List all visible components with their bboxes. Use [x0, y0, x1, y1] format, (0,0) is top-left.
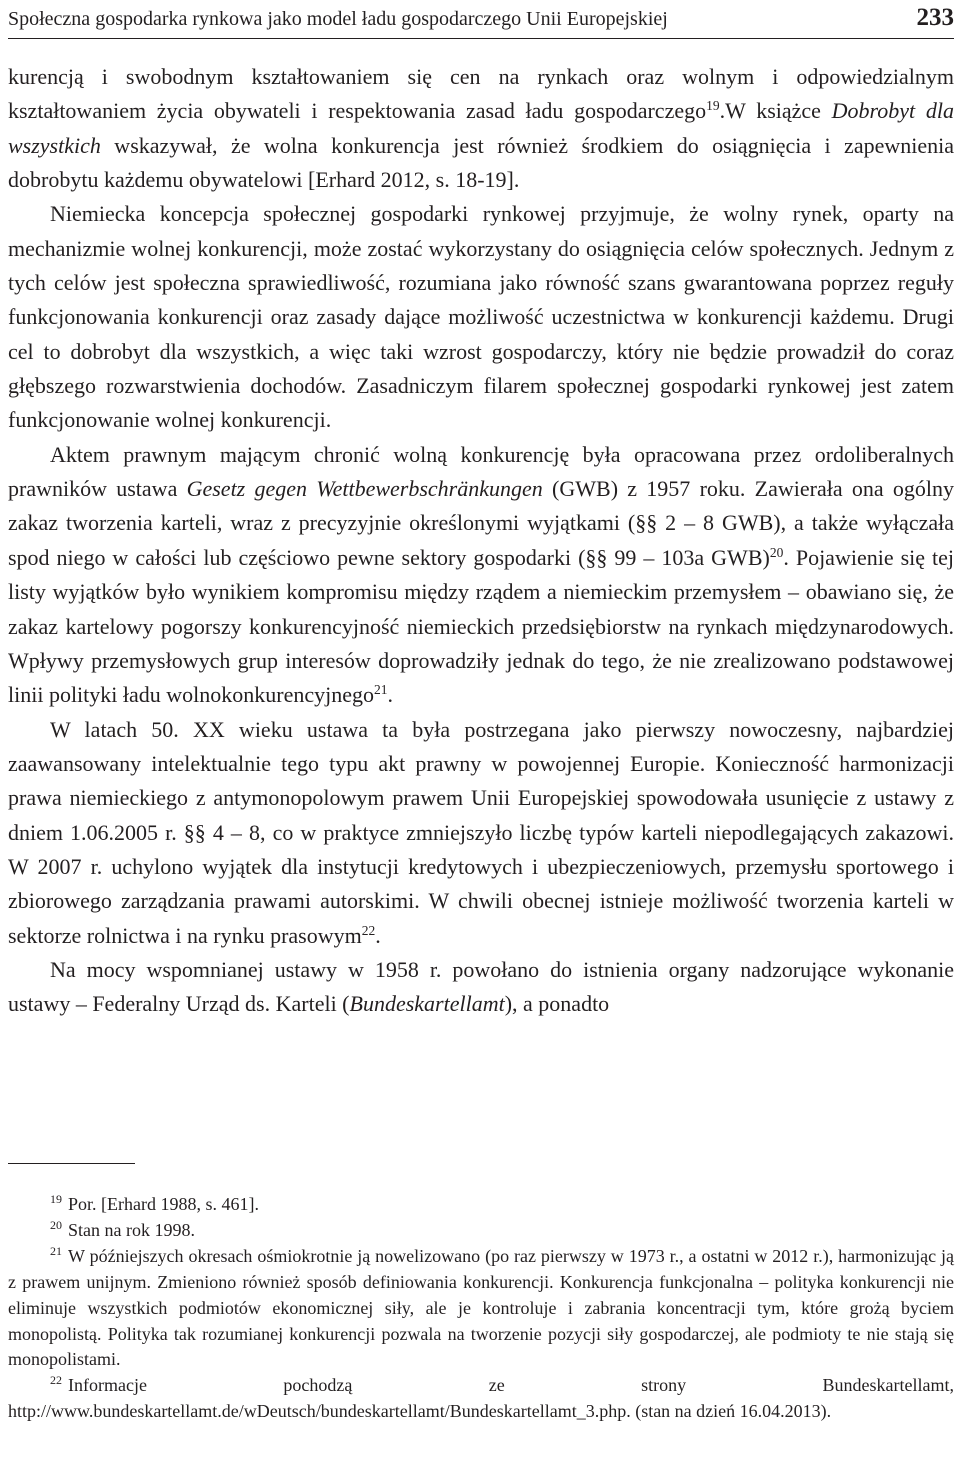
paragraph-2: Niemiecka koncepcja społecznej gospodarki rynkowej przyjmuje, że wolny rynek, oparty na mechanizmie wolnej konkurencji, może zostać wykorzystany do osiągnięcia celów społecznych. Jednym z tych celów jest społeczna sprawiedliwość, rozumiana jako równość szans gwarantowana poprzez reguły funkcjonowania konkurencji oraz zasady dające możliwość uczestnictwa w konkurencji każdemu. Drugi cel to dobrobyt dla wszystkich, a więc taki wzrost gospodarczy, który nie będzie prowadził do coraz głębszego rozwarstwienia dochodów. Zasadniczym filarem społecznej gospodarki rynkowej jest zatem funkcjonowanie wolnej konkurencji. — [8, 201, 954, 433]
book-title: Dobrobyt dla wszystkich — [8, 98, 954, 158]
paragraph-text: .W książce — [719, 98, 832, 124]
footnote-text: Stan na rok 1998. — [68, 1219, 195, 1240]
header-rule — [8, 38, 954, 39]
paragraph-4 — [8, 713, 954, 953]
running-title: Społeczna gospodarka rynkowa jako model ładu gospodarczego Unii Europejskiej — [8, 8, 668, 30]
footnote-text: Informacje pochodzą ze strony Bundeskartellamt, http://www.bundeskartellamt.de/wDeutsch/bundeskartellamt/Bundeskartellamt_3.php. (stan na dzień 16.04.2013). — [8, 1375, 954, 1422]
page-number: 233 — [916, 4, 954, 31]
paragraph-text: wskazywał, że wolna konkurencja jest również środkiem do osiągnięcia i zapewnienia dobrobytu każdemu obywatelowi [Erhard 2012, s. 18-19]. — [8, 132, 954, 193]
footnote-number: 21 — [50, 1243, 62, 1258]
paragraph-1 — [8, 60, 954, 197]
paragraph-text: . — [375, 922, 381, 948]
paragraph-text: W latach 50. XX wieku ustawa ta była postrzegana jako pierwszy nowoczesny, najbardziej zaawansowany intelektualnie tego typu akt prawny w powojennej Europie. Konieczność harmonizacji prawa niemieckiego z antymonopolowym prawem Unii Europejskiej spowodowała usunięcie z ustawy z dniem 1.06.2005 r. §§ 4 – 8, co w praktyce zmniejszyło liczbę typów karteli niepodlegających zakazowi. W 2007 r. uchylono wyjątek dla instytucji kredytowych i ubezpieczeniowych, przemysłu sportowego i zbiorowego zarządzania prawami autorskimi. W chwili obecnej istnieje możliwość tworzenia karteli w sektorze rolnictwa i na rynku prasowym — [8, 716, 954, 948]
paragraph-text: kurencją i swobodnym kształtowaniem się cen na rynkach oraz wolnym i odpowiedzialnym kształtowaniem życia obywateli i respektowania zasad ładu gospodarczego — [8, 64, 954, 124]
footnote-number: 19 — [50, 1192, 62, 1206]
footnote-number: 20 — [50, 1217, 62, 1232]
footnote-ref-19: 19 — [706, 98, 720, 114]
footnote-text: Por. [Erhard 1988, s. 461]. — [68, 1194, 259, 1214]
paragraph-text: Na mocy wspomnianej ustawy w 1958 r. powołano do istnienia organy nadzorujące wykonanie ustawy – Federalny Urząd ds. Karteli ( — [8, 956, 954, 1017]
footnote-ref-22: 22 — [361, 922, 376, 938]
footnote-22 — [8, 1373, 954, 1425]
footnote-separator — [8, 1163, 135, 1164]
footnote-20 — [8, 1218, 954, 1244]
footnotes — [8, 1192, 954, 1425]
institution-name: Bundeskartellamt — [349, 991, 505, 1017]
footnote-ref-20: 20 — [769, 544, 784, 560]
paragraph-text: ), a ponadto — [504, 991, 610, 1017]
body-text — [8, 60, 954, 1022]
footnote-ref-21: 21 — [374, 682, 388, 698]
running-header — [8, 6, 954, 32]
paragraph-3 — [8, 438, 954, 713]
footnote-number: 22 — [50, 1373, 62, 1388]
footnote-19 — [8, 1192, 954, 1218]
footnote-21 — [8, 1244, 954, 1374]
paragraph-text: . Pojawienie się tej listy wyjątków było wynikiem kompromisu między rządem a niemieckim przemysłem – obawiano się, że zakaz kartelowy pogorszy konkurencyjność niemieckich przedsiębiorstw na rynkach międzynarodowych. Wpływy przemysłowych grup interesów doprowadziły jednak do tego, że nie zrealizowano podstawowej linii polityki ładu wolnokonkurencyjnego — [8, 544, 955, 708]
paragraph-5 — [8, 953, 954, 1022]
act-title: Gesetz gegen Wettbewerbschränkungen — [186, 476, 543, 502]
paragraph-text: Aktem prawnym mającym chronić wolną konkurencję była opracowana przez ordoliberalnych prawników ustawa — [8, 441, 954, 502]
paragraph-text: . — [387, 682, 394, 708]
paragraph-text: (GWB) z 1957 roku. Zawierała ona ogólny zakaz tworzenia karteli, wraz z precyzyjnie określonymi wyjątkami (§§ 2 – 8 GWB), a także wyłączała spod niego w całości lub częściowo pewne sektory gospodarki (§§ 99 – 103a GWB) — [8, 476, 954, 570]
footnote-text: W późniejszych okresach ośmiokrotnie ją nowelizowano (po raz pierwszy w 1973 r., a ostatni w 2012 r.), harmonizując ją z prawem unijnym. Zmieniono również sposób definiowania konkurencji. Konkurencja funkcjonalna – polityka konkurencji nie eliminuje wszystkich podmiotów ekonomicznej siły, ale je kontroluje i zabrania koncentracji tym, które grożą byciem monopolistą. Polityka tak rozumianej konkurencji pozwala na tworzenie pozycji siły gospodarczej, ale podmioty te nie stają się monopolistami. — [8, 1245, 954, 1370]
